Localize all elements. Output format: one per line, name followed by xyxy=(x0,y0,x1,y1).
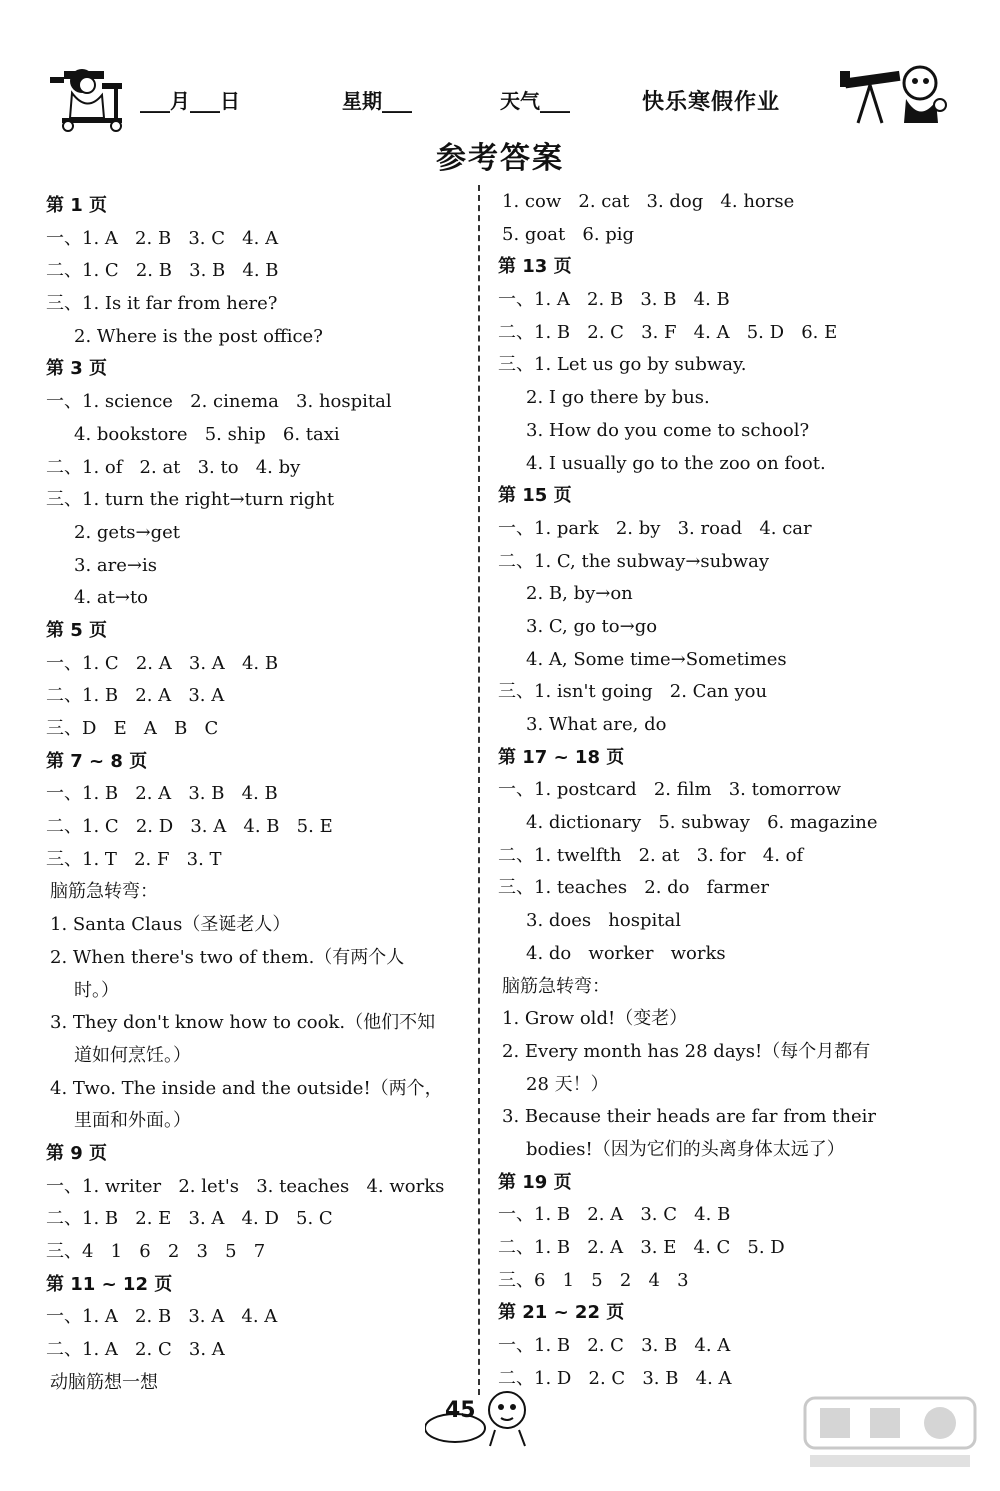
answer-line: 1. Grow old!（变老） xyxy=(502,1008,688,1030)
section-heading: 第 5 页 xyxy=(46,619,108,641)
answer-line: 三、1. isn't going 2. Can you xyxy=(498,681,768,703)
answer-line: 二、1. of 2. at 3. to 4. by xyxy=(46,456,301,478)
answer-line: 4. dictionary 5. subway 6. magazine xyxy=(526,812,878,834)
answer-line: 一、1. science 2. cinema 3. hospital xyxy=(46,391,392,413)
answer-line: 4. Two. The inside and the outside!（两个， xyxy=(50,1077,443,1099)
answer-line: 二、1. B 2. C 3. F 4. A 5. D 6. E xyxy=(498,321,838,343)
answer-line: 三、1. Is it far from here? xyxy=(46,293,278,315)
answer-line: 3. What are, do xyxy=(526,714,667,735)
answer-line: 脑筋急转弯： xyxy=(50,881,158,903)
answer-line: 一、1. A 2. B 3. A 4. A xyxy=(46,1306,278,1328)
watermark-logo-icon xyxy=(800,1393,980,1473)
section-heading: 第 19 页 xyxy=(498,1171,572,1193)
date-field: ___月___日 xyxy=(140,89,240,113)
answer-line: 3. C, go to→go xyxy=(526,615,658,637)
answer-line: 2. I go there by bus. xyxy=(526,387,710,409)
weather-field: 天气___ xyxy=(500,89,570,113)
mascot-scooter-icon xyxy=(42,63,142,133)
answer-line: 一、1. C 2. A 3. A 4. B xyxy=(46,652,279,674)
page-header xyxy=(30,55,970,135)
answer-line: 1. Santa Claus（圣诞老人） xyxy=(50,914,291,936)
answer-line: 3. does hospital xyxy=(526,910,681,932)
section-heading: 第 11 ~ 12 页 xyxy=(46,1273,173,1295)
answer-line: 脑筋急转弯： xyxy=(502,975,610,997)
brand-title: 快乐寒假作业 xyxy=(642,90,781,115)
column-divider xyxy=(478,185,480,1395)
answer-line: 三、6 1 5 2 4 3 xyxy=(498,1269,689,1291)
answer-line: 4. do worker works xyxy=(526,942,726,964)
answer-line: 一、1. A 2. B 3. B 4. B xyxy=(498,289,730,311)
answer-line: 一、1. postcard 2. film 3. tomorrow xyxy=(498,779,842,801)
answer-line: 一、1. B 2. A 3. C 4. B xyxy=(498,1204,731,1226)
section-heading: 第 3 页 xyxy=(46,358,108,380)
answer-line: 2. Every month has 28 days!（每个月都有 xyxy=(502,1040,871,1062)
answer-line: 二、1. C, the subway→subway xyxy=(498,550,770,572)
answer-line: 三、1. Let us go by subway. xyxy=(498,354,747,376)
answer-line: 4. at→to xyxy=(74,587,149,609)
answer-line: 二、1. B 2. A 3. E 4. C 5. D xyxy=(498,1237,785,1258)
section-heading: 第 1 页 xyxy=(46,195,108,216)
answer-line: 一、1. B 2. A 3. B 4. B xyxy=(46,783,278,805)
answer-line: 4. bookstore 5. ship 6. taxi xyxy=(74,423,340,445)
section-heading: 第 7 ~ 8 页 xyxy=(46,750,148,772)
answer-line: 3. They don't know how to cook.（他们不知 xyxy=(50,1012,436,1034)
answer-line: 4. I usually go to the zoo on foot. xyxy=(526,452,826,474)
section-heading: 第 9 页 xyxy=(46,1142,108,1164)
page-mascot-icon xyxy=(425,1380,545,1450)
answer-line: 二、1. B 2. E 3. A 4. D 5. C xyxy=(46,1208,333,1230)
answer-line: 28 天！） xyxy=(526,1073,609,1095)
answer-line: 二、1. twelfth 2. at 3. for 4. of xyxy=(498,844,804,866)
answer-line: bodies!（因为它们的头离身体太远了） xyxy=(526,1138,845,1160)
answer-line: 3. Because their heads are far from their xyxy=(502,1106,876,1128)
section-heading: 第 21 ~ 22 页 xyxy=(498,1302,625,1324)
answer-line: 2. Where is the post office? xyxy=(74,325,323,347)
page-title: 参考答案 xyxy=(436,141,564,176)
section-heading: 第 13 页 xyxy=(498,256,572,278)
answer-line: 三、4 1 6 2 3 5 7 xyxy=(46,1241,266,1262)
answer-line: 二、1. D 2. C 3. B 4. A xyxy=(498,1367,732,1389)
answer-line: 三、1. T 2. F 3. T xyxy=(46,848,222,870)
answer-line: 3. are→is xyxy=(74,554,157,576)
page-number: 45 xyxy=(445,1398,476,1423)
answer-line: 2. B, by→on xyxy=(526,583,633,605)
answer-line: 道如何烹饪。） xyxy=(74,1044,191,1066)
weekday-field: 星期___ xyxy=(342,89,412,113)
answer-line: 二、1. A 2. C 3. A xyxy=(46,1339,225,1361)
answer-line: 5. goat 6. pig xyxy=(502,223,635,245)
answer-line: 一、1. A 2. B 3. C 4. A xyxy=(46,227,279,249)
answer-line: 时。） xyxy=(74,979,119,1001)
mascot-telescope-icon xyxy=(840,57,950,127)
answer-line: 三、1. turn the right→turn right xyxy=(46,489,335,511)
answer-line: 2. When there's two of them.（有两个人 xyxy=(50,946,405,968)
answer-line: 一、1. writer 2. let's 3. teaches 4. works xyxy=(46,1175,445,1197)
answer-line: 2. gets→get xyxy=(74,521,181,543)
answer-line: 三、D E A B C xyxy=(46,718,219,739)
answer-line: 二、1. B 2. A 3. A xyxy=(46,685,225,707)
section-heading: 第 15 页 xyxy=(498,485,572,507)
answer-line: 二、1. C 2. B 3. B 4. B xyxy=(46,260,279,282)
answer-line: 3. How do you come to school? xyxy=(526,419,810,441)
answer-line: 一、1. B 2. C 3. B 4. A xyxy=(498,1335,731,1357)
answer-line: 一、1. park 2. by 3. road 4. car xyxy=(498,517,812,539)
section-heading: 第 17 ~ 18 页 xyxy=(498,746,625,768)
answer-line: 4. A, Some time→Sometimes xyxy=(526,648,787,670)
answers-right-column xyxy=(498,186,928,1395)
answer-line: 三、1. teaches 2. do farmer xyxy=(498,877,769,899)
answer-line: 里面和外面。） xyxy=(74,1110,191,1132)
answer-line: 动脑筋想一想 xyxy=(50,1371,158,1393)
answer-line: 二、1. C 2. D 3. A 4. B 5. E xyxy=(46,816,333,838)
answer-line: 1. cow 2. cat 3. dog 4. horse xyxy=(502,191,795,212)
answers-left-column xyxy=(46,190,466,1399)
